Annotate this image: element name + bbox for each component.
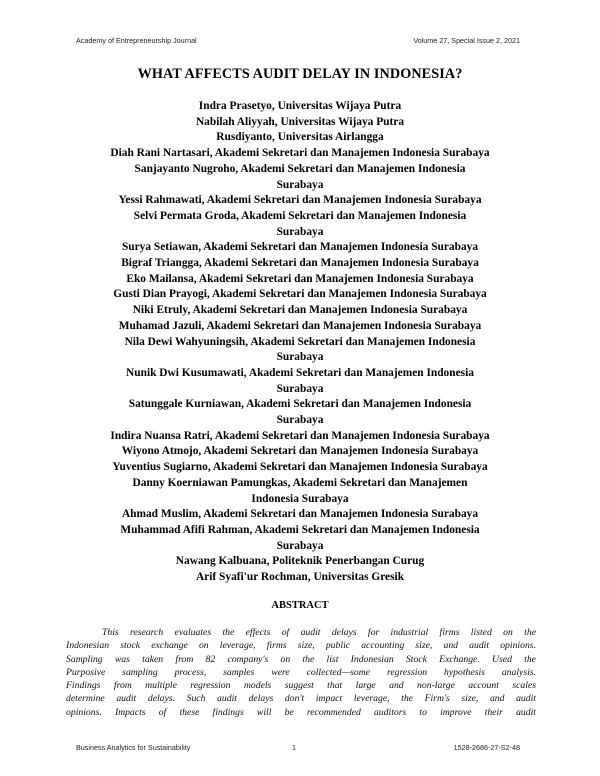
author-line: Yuventius Sugiarno, Akademi Sekretari dan Manajemen Indonesia Surabaya [112,461,488,474]
abstract-line: Sampling was taken from 82 company's on the list Indonesian Stock Exchange. Used the [66,653,536,665]
author-line: Surabaya [276,382,324,395]
author-line: Surabaya [276,414,324,427]
footer-journal-section: Business Analytics for Sustainability [76,743,191,752]
author-line: Yessi Rahmawati, Akademi Sekretari dan Manajemen Indonesia Surabaya [118,194,482,207]
author-line: Nawang Kalbuana, Politeknik Penerbangan Curug [175,555,425,568]
author-line: Muhammad Afifi Rahman, Akademi Sekretari dan Manajemen Indonesia [120,523,480,536]
abstract-line: Indonesian stock exchange on leverage, firms size, public accounting size, and audit opinions. [66,640,536,652]
paper-title: WHAT AFFECTS AUDIT DELAY IN INDONESIA? [137,66,463,82]
author-line: Rusdiyanto, Universitas Airlangga [216,131,384,144]
author-line: Satunggale Kurniawan, Akademi Sekretari dan Manajemen Indonesia [128,398,472,411]
author-line: Indra Prasetyo, Universitas Wijaya Putra [198,100,402,112]
author-line: Ahmad Muslim, Akademi Sekretari dan Manajemen Indonesia Surabaya [121,508,479,521]
abstract-line: determine audit delays. Such audit delays don't impact leverage, the Firm's size, and audit [66,693,536,705]
author-line: Nila Dewi Wahyuningsih, Akademi Sekretari dan Manajemen Indonesia [124,335,476,348]
journal-name: Academy of Entrepreneurship Journal [76,36,197,45]
author-line: Surabaya [276,178,324,191]
author-line: Muhamad Jazuli, Akademi Sekretari dan Manajemen Indonesia Surabaya [118,319,482,332]
author-line: Surya Setiawan, Akademi Sekretari dan Manajemen Indonesia Surabaya [121,241,479,254]
author-list [70,99,530,586]
abstract-line: Findings from multiple regression models suggest that large and non-large account scales [66,680,536,692]
abstract-line: opinions. Impacts of these findings will be recommended auditors to improve their audit [66,706,536,718]
author-line: Gusti Dian Prayogi, Akademi Sekretari dan Manajemen Indonesia Surabaya [113,288,487,301]
abstract-line: This research evaluates the effects of audit delays for industrial firms listed on the [102,627,536,638]
author-line: Indira Nuansa Ratri, Akademi Sekretari dan Manajemen Indonesia Surabaya [110,429,490,442]
page-number: 1 [292,743,296,752]
abstract-line: Purposive sampling process, samples were collected—some regression hypothesis analysis. [66,666,536,678]
author-line: Surabaya [276,351,324,364]
author-line: Nabilah Aliyyah, Universitas Wijaya Putra [195,115,405,128]
author-line: Surabaya [276,225,324,238]
volume-info: Volume 27, Special Issue 2, 2021 [413,36,520,45]
author-line: Nunik Dwi Kusumawati, Akademi Sekretari dan Manajemen Indonesia [126,366,474,379]
author-line: Surabaya [276,539,324,552]
author-line: Arif Syafi'ur Rochman, Universitas Gresik [195,571,405,584]
author-line: Selvi Permata Groda, Akademi Sekretari dan Manajemen Indonesia [133,209,467,222]
author-line: Sanjayanto Nugroho, Akademi Sekretari dan Manajemen Indonesia [134,162,466,175]
author-line: Bigraf Triangga, Akademi Sekretari dan Manajemen Indonesia Surabaya [121,257,479,270]
author-line: Diah Rani Nartasari, Akademi Sekretari dan Manajemen Indonesia Surabaya [110,147,490,160]
author-line: Eko Mailansa, Akademi Sekretari dan Manajemen Indonesia Surabaya [126,272,474,285]
author-line: Danny Koerniawan Pamungkas, Akademi Sekretari dan Manajemen [132,476,468,489]
author-line: Indonesia Surabaya [251,492,349,505]
author-line: Niki Etruly, Akademi Sekretari dan Manajemen Indonesia Surabaya [132,304,468,317]
author-line: Wiyono Atmojo, Akademi Sekretari dan Manajemen Indonesia Surabaya [121,445,479,458]
article-id: 1528-2686-27-S2-48 [453,743,520,752]
abstract-heading: ABSTRACT [271,600,329,611]
abstract-body [66,626,536,719]
